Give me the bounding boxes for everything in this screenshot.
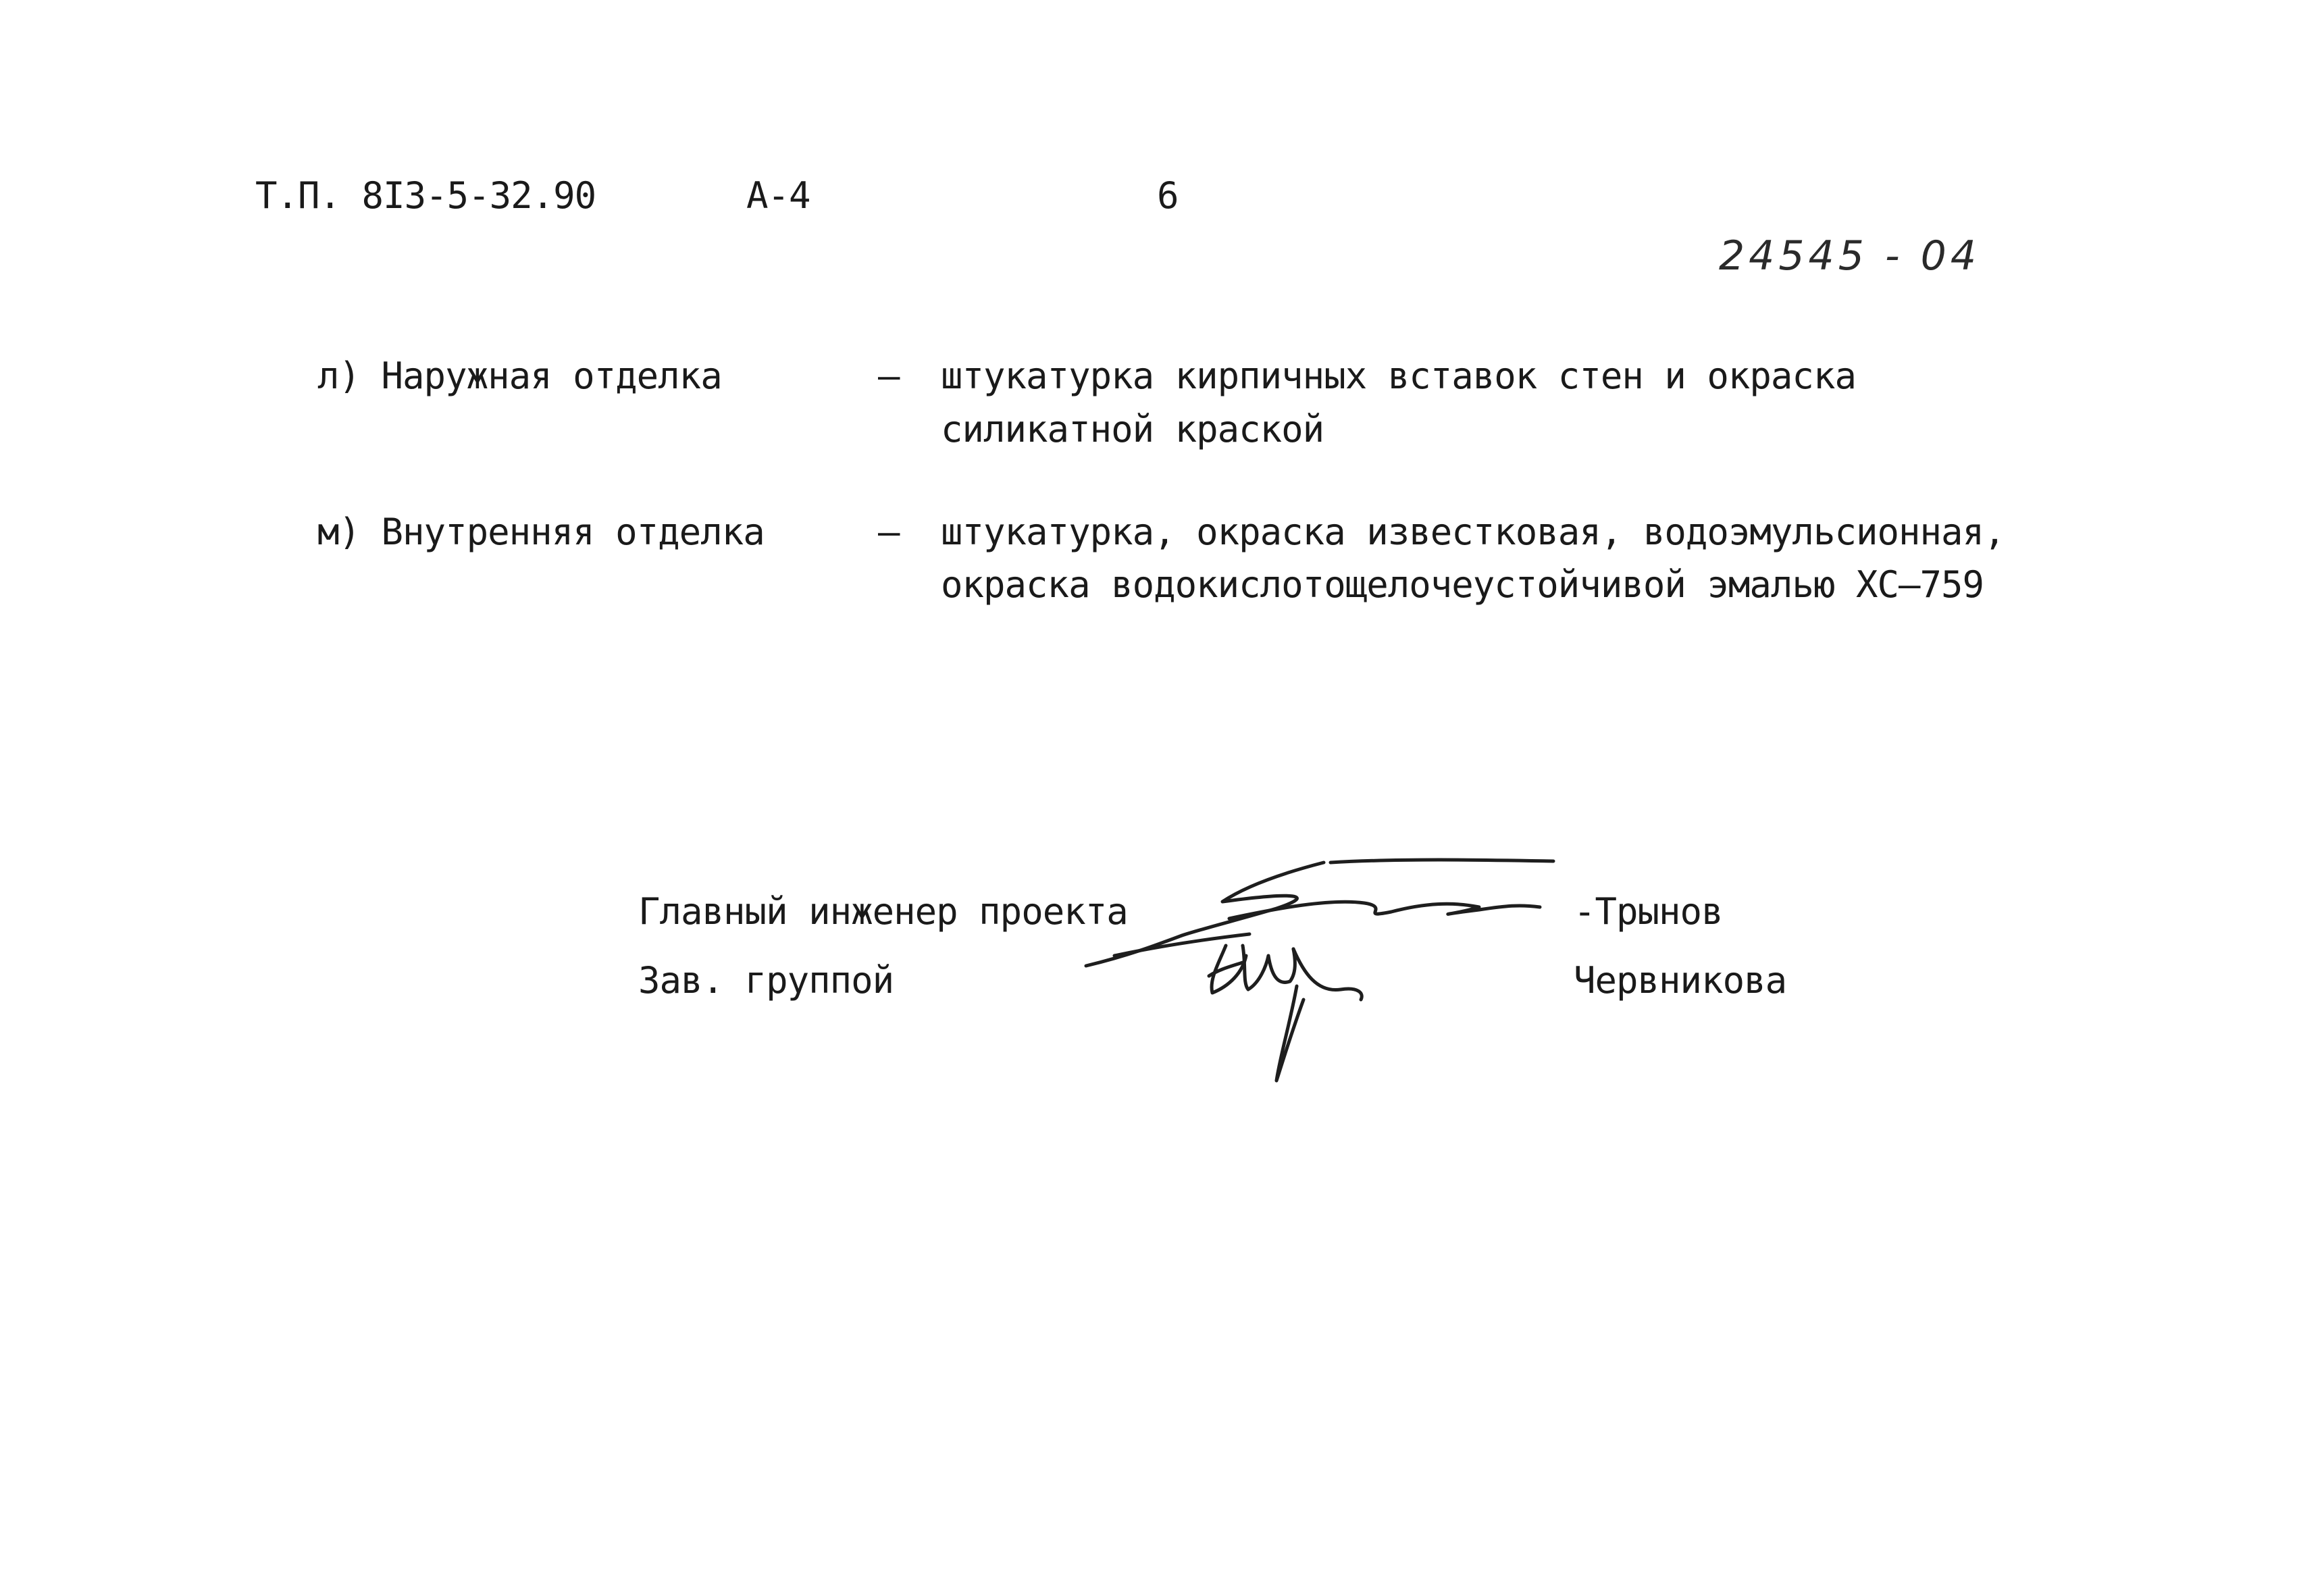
handwritten-inventory-number: 24545 - 04 <box>1719 232 1981 280</box>
item-text-line: силикатной краской <box>941 408 1324 451</box>
signature-role-chief-engineer: Главный инженер проекта <box>638 890 1128 933</box>
item-text-line: штукатурка, окраска известковая, водоэмульсионная, <box>941 511 2005 553</box>
handwritten-signature <box>1074 854 1560 1098</box>
signature-name-group-head: Червникова <box>1574 959 1787 1002</box>
item-text-line: окраска водокислотощелочеустойчивой эмалью ХС–759 <box>941 563 1984 606</box>
item-dash: – <box>878 355 900 397</box>
document-code: Т.П. 8I3-5-32.90 <box>255 174 596 217</box>
item-dash: – <box>878 511 900 553</box>
sheet-format: А-4 <box>746 174 810 217</box>
page-number: 6 <box>1157 174 1179 217</box>
signature-role-group-head: Зав. группой <box>638 959 894 1002</box>
item-text-line: штукатурка кирпичных вставок стен и окраска <box>941 355 1856 397</box>
item-label-interior: м) Внутренняя отделка <box>317 511 765 553</box>
item-label-exterior: л) Наружная отделка <box>317 355 722 397</box>
signature-name-chief-engineer: -Трынов <box>1574 890 1723 933</box>
